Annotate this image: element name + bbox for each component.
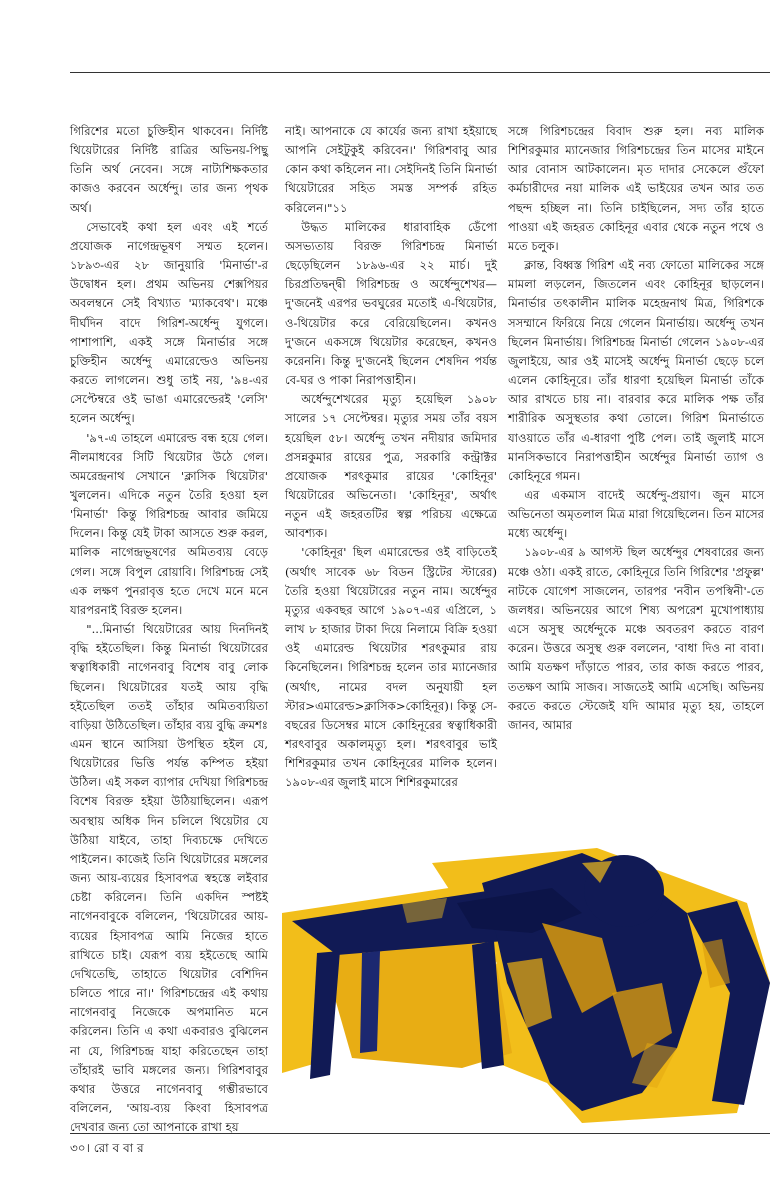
page-folio: ৩০। রো ব বা র (70, 1141, 144, 1155)
paragraph: সঙ্গে গিরিশচন্দ্রের বিবাদ শুরু হল। নব্য মালিক শিশিরকুমার ম্যানেজার গিরিশচন্দ্রের তিন মাসের মাইনে আর বোনাস আটকালেন। মৃত দাদার সেকেলে গুঁফো কর্মচারীদের নয়া মালিক এই ভাইয়ের তখন আর তত পছন্দ হচ্ছিল না। তিনি চাইছিলেন, সদ্য তাঁর হাতে পাওয়া এই জহরত কোহিনূর এবার থেকে নতুন পথে ও মতে চলুক। (508, 124, 764, 253)
paragraph: 'কোহিনূর' ছিল এমারেল্ডের ওই বাড়িতেই (অর্থাৎ সাবেক ৬৮ বিডন স্ট্রিটের স্টারের) তৈরি হওয়া থিয়েটারের নতুন নাম। অর্ধেন্দুর মৃত্যুর একবছর আগে ১৯০৭-এর এপ্রিলে, ১ লাখ ৮ হাজার টাকা দিয়ে নিলামে বিক্রি হওয়া ওই এমারেল্ড থিয়েটার শরৎকুমার রায় কিনেছিলেন। গিরিশচন্দ্র হলেন তার ম্যানেজার (অর্থাৎ, নামের বদল অনুযায়ী হল স্টার>এমারেল্ড>ক্লাসিক>কোহিনূর)। কিন্তু সে-বছরের ডিসেম্বর মাসে কোহিনূরের স্বত্বাধিকারী শরৎবাবুর অকালমৃত্যু হল। শরৎবাবুর ভাই শিশিরকুমার তখন কোহিনূরের মালিক হলেন। ১৯০৮-এর জুলাই মাসে শিশিরকুমারের (285, 545, 497, 790)
article-column-1 (70, 122, 268, 1137)
bottom-rule (70, 1133, 770, 1134)
paragraph: সেভাবেই কথা হল এবং এই শর্তে প্রযোজক নাগেন্দ্রভূষণ সম্মত হলেন। ১৮৯৩-এর ২৮ জানুয়ারি 'মিনার্ভা'-র উদ্বোধন হল। প্রথম অভিনয় শেক্সপিয়র অবলম্বনে সেই বিখ্যাত 'ম্যাকবেথ'। মঞ্চে দীর্ঘদিন বাদে গিরিশ-অর্ধেন্দু যুগলে। পাশাপাশি, একই সঙ্গে মিনার্ভার সঙ্গে চুক্তিহীন অর্ধেন্দু এমারেল্ডেও অভিনয় করতে লাগলেন। শুধু তাই নয়, '৯৪-এর সেপ্টেম্বরে ওই ভাঙা এমারেল্ডেরই 'লেসি' হলেন অর্ধেন্দু। (70, 219, 268, 426)
paragraph: ১৯০৮-এর ৯ আগস্ট ছিল অর্ধেন্দুর শেষবারের জন্য মঞ্চে ওঠা। একই রাতে, কোহিনূরে তিনি গিরিশের 'প্রফুল্ল' নাটকে যোগেশ সাজলেন, তারপর 'নবীন তপস্বিনী'-তে জলধর। অভিনয়ের আগে শিষ্য অপরেশ মুখোপাধ্যায় এসে অসুস্থ অর্ধেন্দুকে মঞ্চে অবতরণ করতে বারণ করেন। উত্তরে অসুস্থ গুরু বললেন, 'বাধা দিও না বাবা। আমি যতক্ষণ দাঁড়াতে পারব, তার কাজ করতে পারব, ততক্ষণ আমি সাজব। সাজতেই আমি এসেছি। অভিনয় করতে করতে স্টেজেই যদি আমার মৃত্যু হয়, তাহলে জানব, আমার (508, 545, 764, 732)
article-column-3 (508, 122, 764, 735)
paragraph: অর্ধেন্দুশেখরের মৃত্যু হয়েছিল ১৯০৮ সালের ১৭ সেপ্টেম্বর। মৃত্যুর সময় তাঁর বয়স হয়েছিল ৫৮। অর্ধেন্দু তখন নদীয়ার জমিদার প্রসন্নকুমার রায়ের পুত্র, সরকারি কন্ট্রাক্টর প্রযোজক শরৎকুমার রায়ের 'কোহিনূর' থিয়েটারের অভিনেতা। 'কোহিনূর', অর্থাৎ নতুন এই জহরতটির স্বল্প পরিচয় এক্ষেত্রে আবশ্যক। (285, 392, 497, 541)
paragraph: এর একমাস বাদেই অর্ধেন্দু-প্রয়াণ। জুন মাসে অভিনেতা অমৃতলাল মিত্র মারা গিয়েছিলেন। তিন মাসের মধ্যে অর্ধেন্দু। (508, 487, 764, 541)
quote-paragraph: "...মিনার্ভা থিয়েটারের আয় দিনদিনই বৃদ্ধি হইতেছিল। কিন্তু মিনার্ভা থিয়েটারের স্বত্বাধিকারী নাগেনবাবু বিশেষ বাবু লোক ছিলেন। থিয়েটারের যতই আয় বৃদ্ধি হইতেছিল ততই তাঁহার অমিতব্যয়িতা বাড়িয়া উঠিতেছিল। তাঁহার ব্যয় বুদ্ধি ক্রমশঃ এমন স্থানে আসিয়া উপস্থিত হইল যে, থিয়েটারের ভিত্তি পর্যন্ত কম্পিত হইয়া উঠিল। এই সকল ব্যাপার দেখিয়া গিরিশচন্দ্র বিশেষ বিরক্ত হইয়া উঠিয়াছিলেন। এরূপ অবস্থায় অধিক দিন চলিলে থিয়েটার যে উঠিয়া যাইবে, তাহা দিব্যচক্ষে দেখিতে পাইলেন। কাজেই তিনি থিয়েটারের মঙ্গলের জন্য আয়-ব্যয়ের হিসাবপত্র স্বহস্তে লইবার চেষ্টা করিলেন। তিনি একদিন স্পষ্টই নাগেনবাবুকে বলিলেন, 'থিয়েটারের আয়-ব্যয়ের হিসাবপত্র আমি নিজের হাতে রাখিতে চাই। যেরূপ ব্যয় হইতেছে আমি দেখিতেছি, তাহাতে থিয়েটার বেশিদিন চলিতে পারে না।' গিরিশচন্দ্রের এই কথায় নাগেনবাবু নিজেকে অপমানিত মনে করিলেন। তিনি এ কথা একবারও বুঝিলেন না যে, গিরিশচন্দ্র যাহা করিতেছেন তাহা তাঁহারই ভাবি মঙ্গলের জন্য। গিরিশবাবুর কথার উত্তরে নাগেনবাবু গম্ভীরভাবে বলিলেন, 'আয়-ব্যয় কিংবা হিসাবপত্র দেখবার জন্য তো আপনাকে রাখা হয় (70, 622, 268, 1135)
paragraph: গিরিশের মতো চুক্তিহীন থাকবেন। নির্দিষ্ট থিয়েটারের নির্দিষ্ট রাত্রির অভিনয়-পিছু তিনি অর্থ নেবেন। সঙ্গে নাট্যশিক্ষকতার কাজও করবেন অর্ধেন্দু। তার জন্য পৃথক অর্থ। (70, 124, 268, 215)
paragraph: উদ্ধত মালিকের ধারাবাহিক ডেঁপো অসভ্যতায় বিরক্ত গিরিশচন্দ্র মিনার্ভা ছেড়েছিলেন ১৮৯৬-এর ২২ মার্চ। দুই চিরপ্রতিদ্বন্দ্বী গিরিশচন্দ্র ও অর্ধেন্দুশেখর— দু'জনেই এরপর ভবঘুরের মতোই এ-থিয়েটার, ও-থিয়েটার করে বেরিয়েছিলেন। কখনও দু'জনে একসঙ্গে থিয়েটার করেছেন, কখনও করেননি। কিন্তু দু'জনেই ছিলেন শেষদিন পর্যন্ত বে-ঘর ও পাকা নিরাপত্তাহীন। (285, 219, 497, 388)
paragraph: নাই। আপনাকে যে কার্যের জন্য রাখা হইয়াছে আপনি সেইটুকুই করিবেন।' গিরিশবাবু আর কোন কথা কহিলেন না। সেইদিনই তিনি মিনার্ভা থিয়েটারের সহিত সমস্ত সম্পর্ক রহিত করিলেন।"১১ (285, 124, 497, 215)
article-column-2 (285, 122, 497, 792)
paragraph: ক্লান্ত, বিধ্বস্ত গিরিশ এই নব্য ফোতো মালিকের সঙ্গে মামলা লড়লেন, জিতলেন এবং কোহিনূর ছাড়লেন। মিনার্ভার তৎকালীন মালিক মহেন্দ্রনাথ মিত্র, গিরিশকে সসম্মানে ফিরিয়ে নিয়ে গেলেন মিনার্ভায়। অর্ধেন্দু তখন ছিলেন মিনার্ভায়। গিরিশচন্দ্র মিনার্ভা গেলেন ১৯০৮-এর জুলাইয়ে, আর ওই মাসেই অর্ধেন্দু মিনার্ভা ছেড়ে চলে এলেন কোহিনূরে। তাঁর ধারণা হয়েছিল মিনার্ভা তাঁকে আর রাখতে চায় না। বারবার করে মালিক পক্ষ তাঁর শারীরিক অসুস্থতার কথা তোলে। গিরিশ মিনার্ভাতে যাওয়াতে তাঁর এ-ধারণা পুষ্টি পেল। তাই জুলাই মাসে মানসিকভাবে নিরাপত্তাহীন অর্ধেন্দুর মিনার্ভা ত্যাগ ও কোহিনূরে গমন। (508, 258, 764, 483)
paragraph: '৯৭-এ তাহলে এমারেল্ড বন্ধ হয়ে গেল। নীলমাধবের সিটি থিয়েটার উঠে গেল। অমরেন্দ্রনাথ সেখানে 'ক্লাসিক থিয়েটার' খুললেন। এদিকে নতুন তৈরি হওয়া হল 'মিনার্ভা' কিন্তু গিরিশচন্দ্র আবার জমিয়ে দিলেন। কিন্তু যেই টাকা আসতে শুরু করল, মালিক নাগেন্দ্রভূষণের অমিতব্যয় বেড়ে গেল। সঙ্গে বিপুল রোয়াবি। গিরিশচন্দ্র সেই এক লক্ষণ পুনরাবৃত্ত হতে দেখে মনে মনে যারপরনাই বিরক্ত হলেন। (70, 430, 268, 617)
top-rule (70, 72, 770, 73)
woodcut-illustration (282, 843, 770, 1123)
figure-at-table-woodcut-icon (282, 843, 770, 1123)
